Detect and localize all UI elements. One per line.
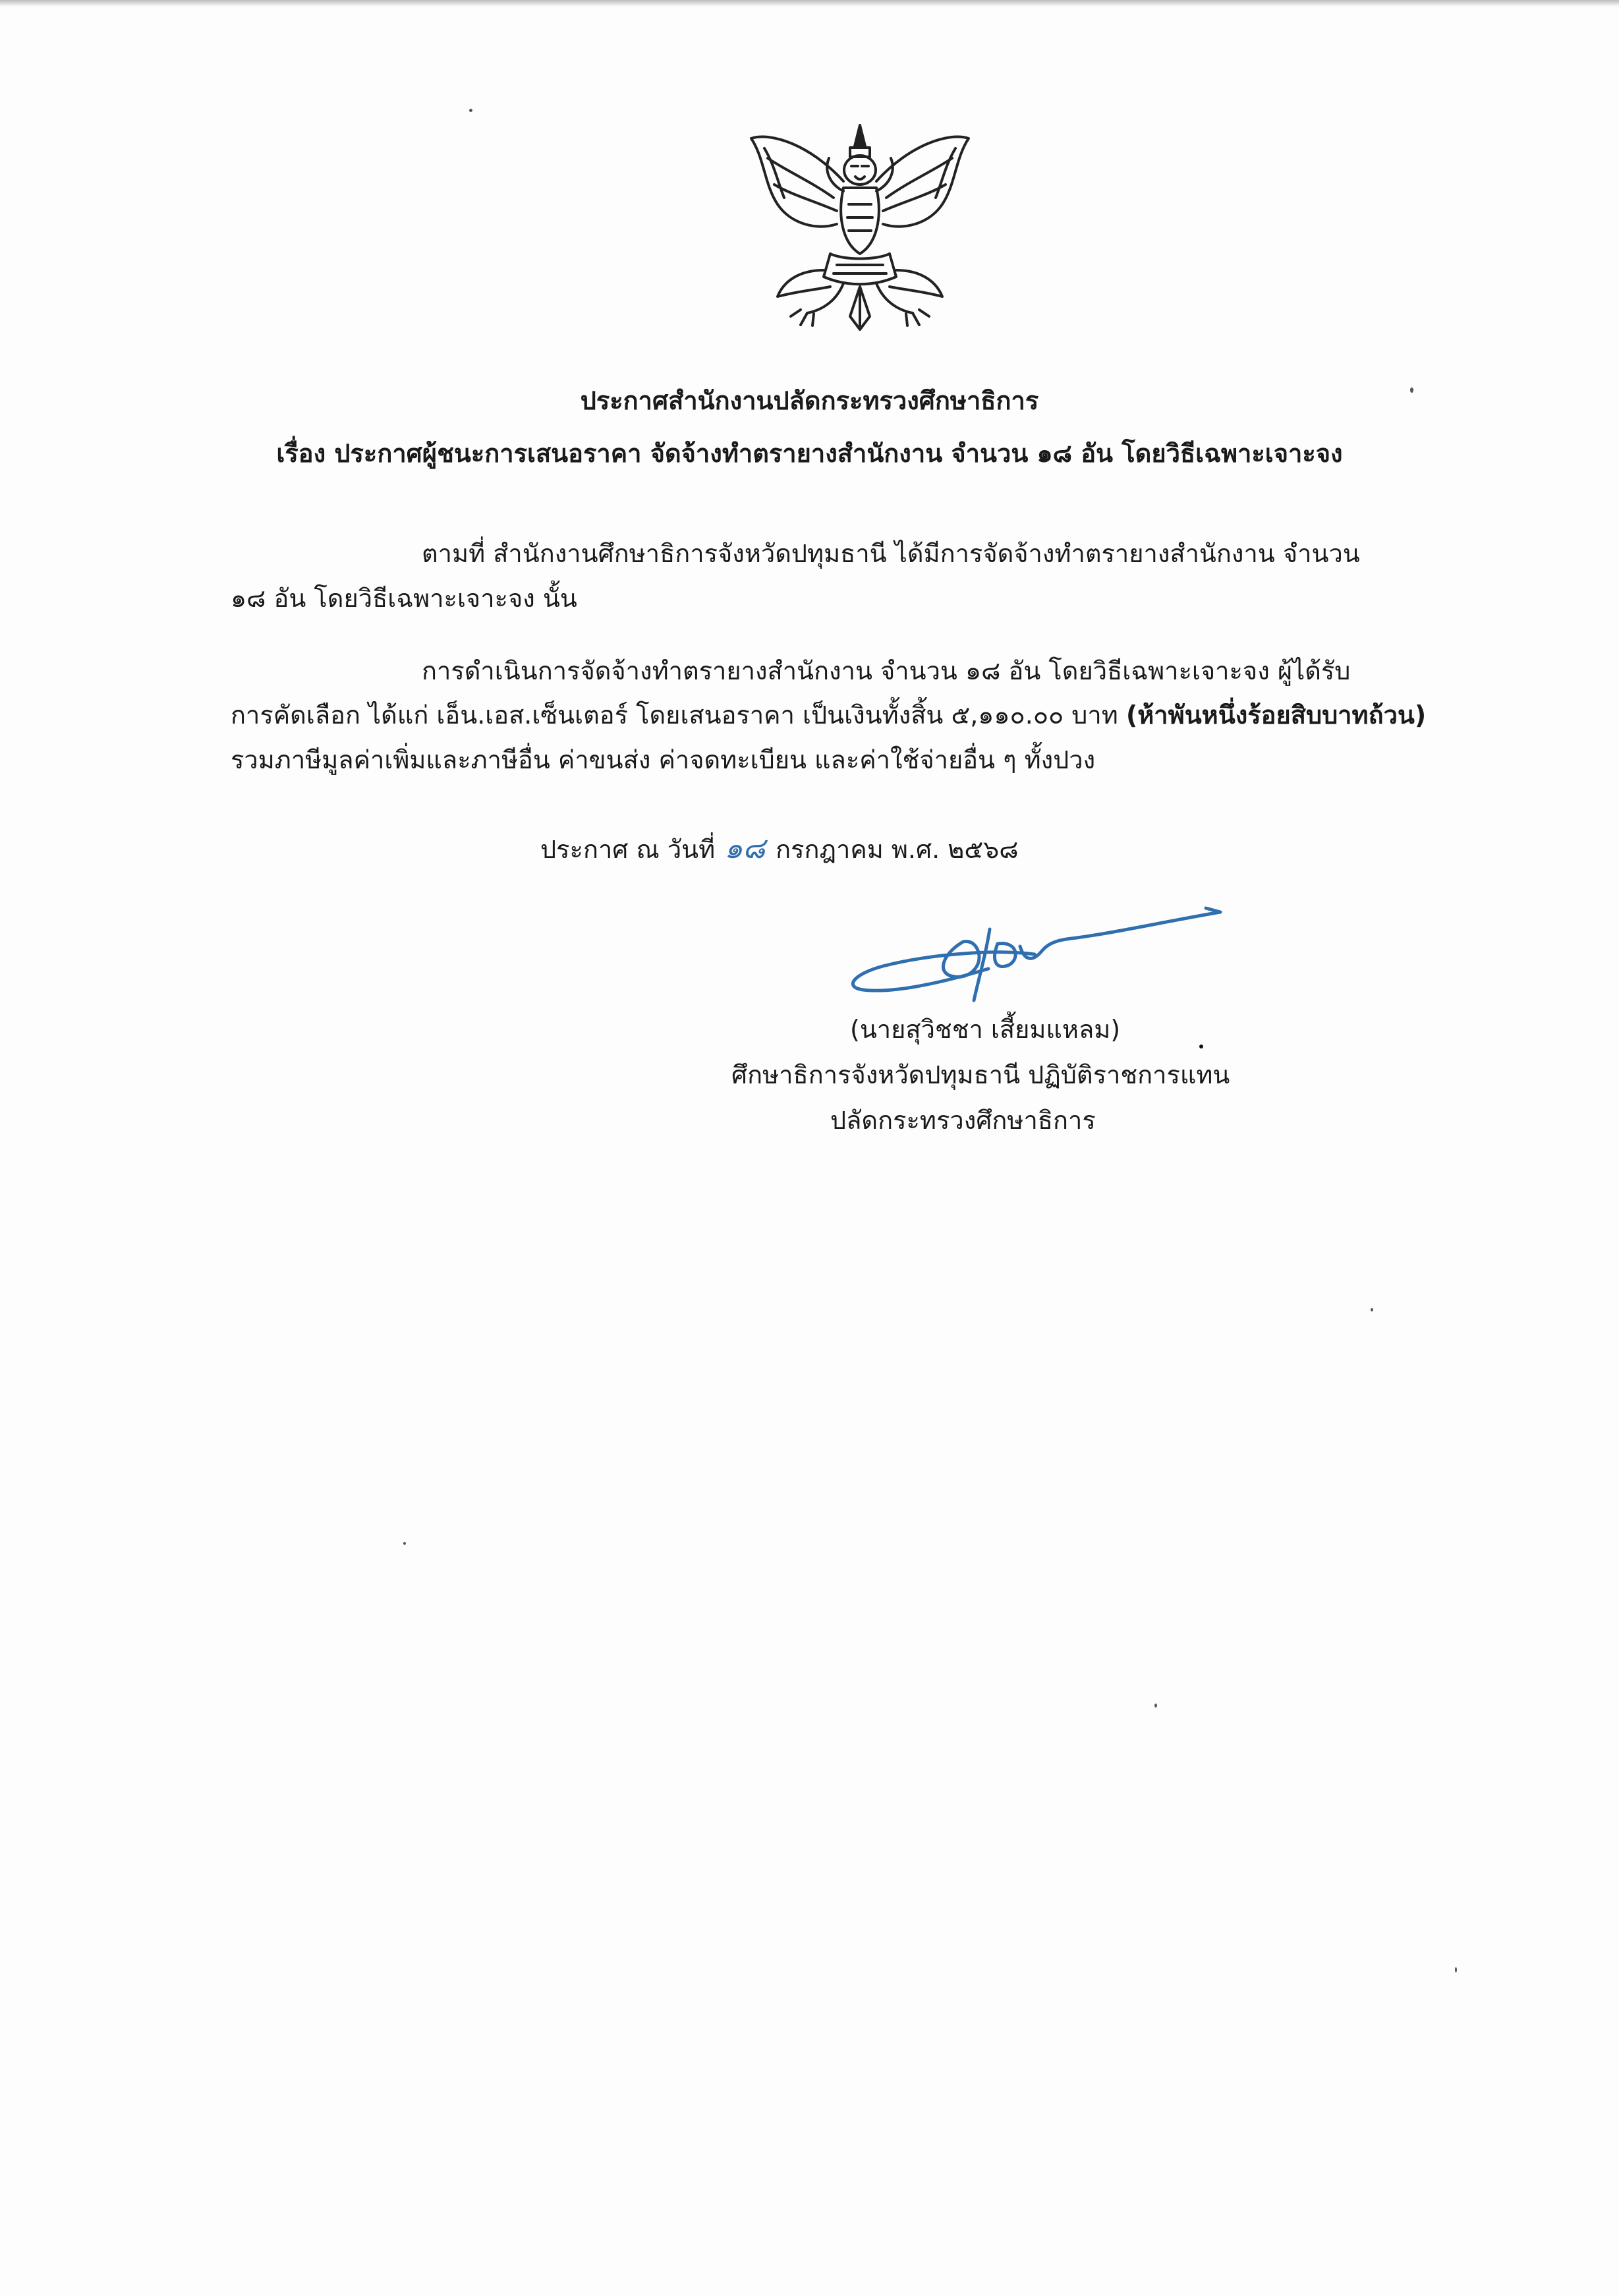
handwritten-day: ๑๘ xyxy=(724,832,766,865)
garuda-emblem-icon xyxy=(738,119,982,336)
scan-speck xyxy=(1410,387,1413,393)
signatory-position: ศึกษาธิการจังหวัดปทุมธานี ปฏิบัติราชการแทน xyxy=(731,1060,1230,1089)
paragraph-2-line-3: รวมภาษีมูลค่าเพิ่มและภาษีอื่น ค่าขนส่ง ค่าจดทะเบียน และค่าใช้จ่ายอื่น ๆ ทั้งปวง xyxy=(231,745,1096,774)
paragraph-1-line-1: ตามที่ สำนักงานศึกษาธิการจังหวัดปทุมธานี ได้มีการจัดจ้างทำตรายางสำนักงาน จำนวน xyxy=(422,539,1360,568)
handwritten-signature xyxy=(837,903,1245,1008)
scan-top-edge xyxy=(0,0,1619,7)
paragraph-2-line-1: การดำเนินการจัดจ้างทำตรายางสำนักงาน จำนวน ๑๘ อัน โดยวิธีเฉพาะเจาะจง ผู้ได้รับ xyxy=(422,656,1351,685)
signatory-name: (นายสุวิชชา เสี้ยมแหลม) xyxy=(850,1015,1121,1044)
paragraph-2-line-2 xyxy=(231,695,1426,735)
document-subject: เรื่อง ประกาศผู้ชนะการเสนอราคา จัดจ้างทำตรายางสำนักงาน จำนวน ๑๘ อัน โดยวิธีเฉพาะเจาะจง xyxy=(276,439,1343,468)
amount-in-words: (ห้าพันหนึ่งร้อยสิบบาทถ้วน) xyxy=(1125,701,1427,730)
document-title: ประกาศสำนักงานปลัดกระทรวงศึกษาธิการ xyxy=(580,386,1039,415)
signatory-on-behalf: ปลัดกระทรวงศึกษาธิการ xyxy=(830,1106,1096,1135)
scan-speck xyxy=(1371,1308,1373,1311)
scan-speck xyxy=(1199,1045,1203,1048)
announcement-date xyxy=(540,829,1019,869)
scan-speck xyxy=(469,109,472,112)
date-month-year: กรกฎาคม พ.ศ. ๒๕๖๘ xyxy=(776,835,1019,864)
date-prefix: ประกาศ ณ วันที่ xyxy=(540,835,716,864)
scan-speck xyxy=(403,1542,406,1545)
award-details: การคัดเลือก ได้แก่ เอ็น.เอส.เซ็นเตอร์ โดยเสนอราคา เป็นเงินทั้งสิ้น ๕,๑๑๐.๐๐ บาท xyxy=(231,701,1118,730)
scan-speck xyxy=(1455,1967,1457,1972)
scan-speck xyxy=(1154,1704,1157,1708)
paragraph-1-line-2: ๑๘ อัน โดยวิธีเฉพาะเจาะจง นั้น xyxy=(231,584,577,613)
